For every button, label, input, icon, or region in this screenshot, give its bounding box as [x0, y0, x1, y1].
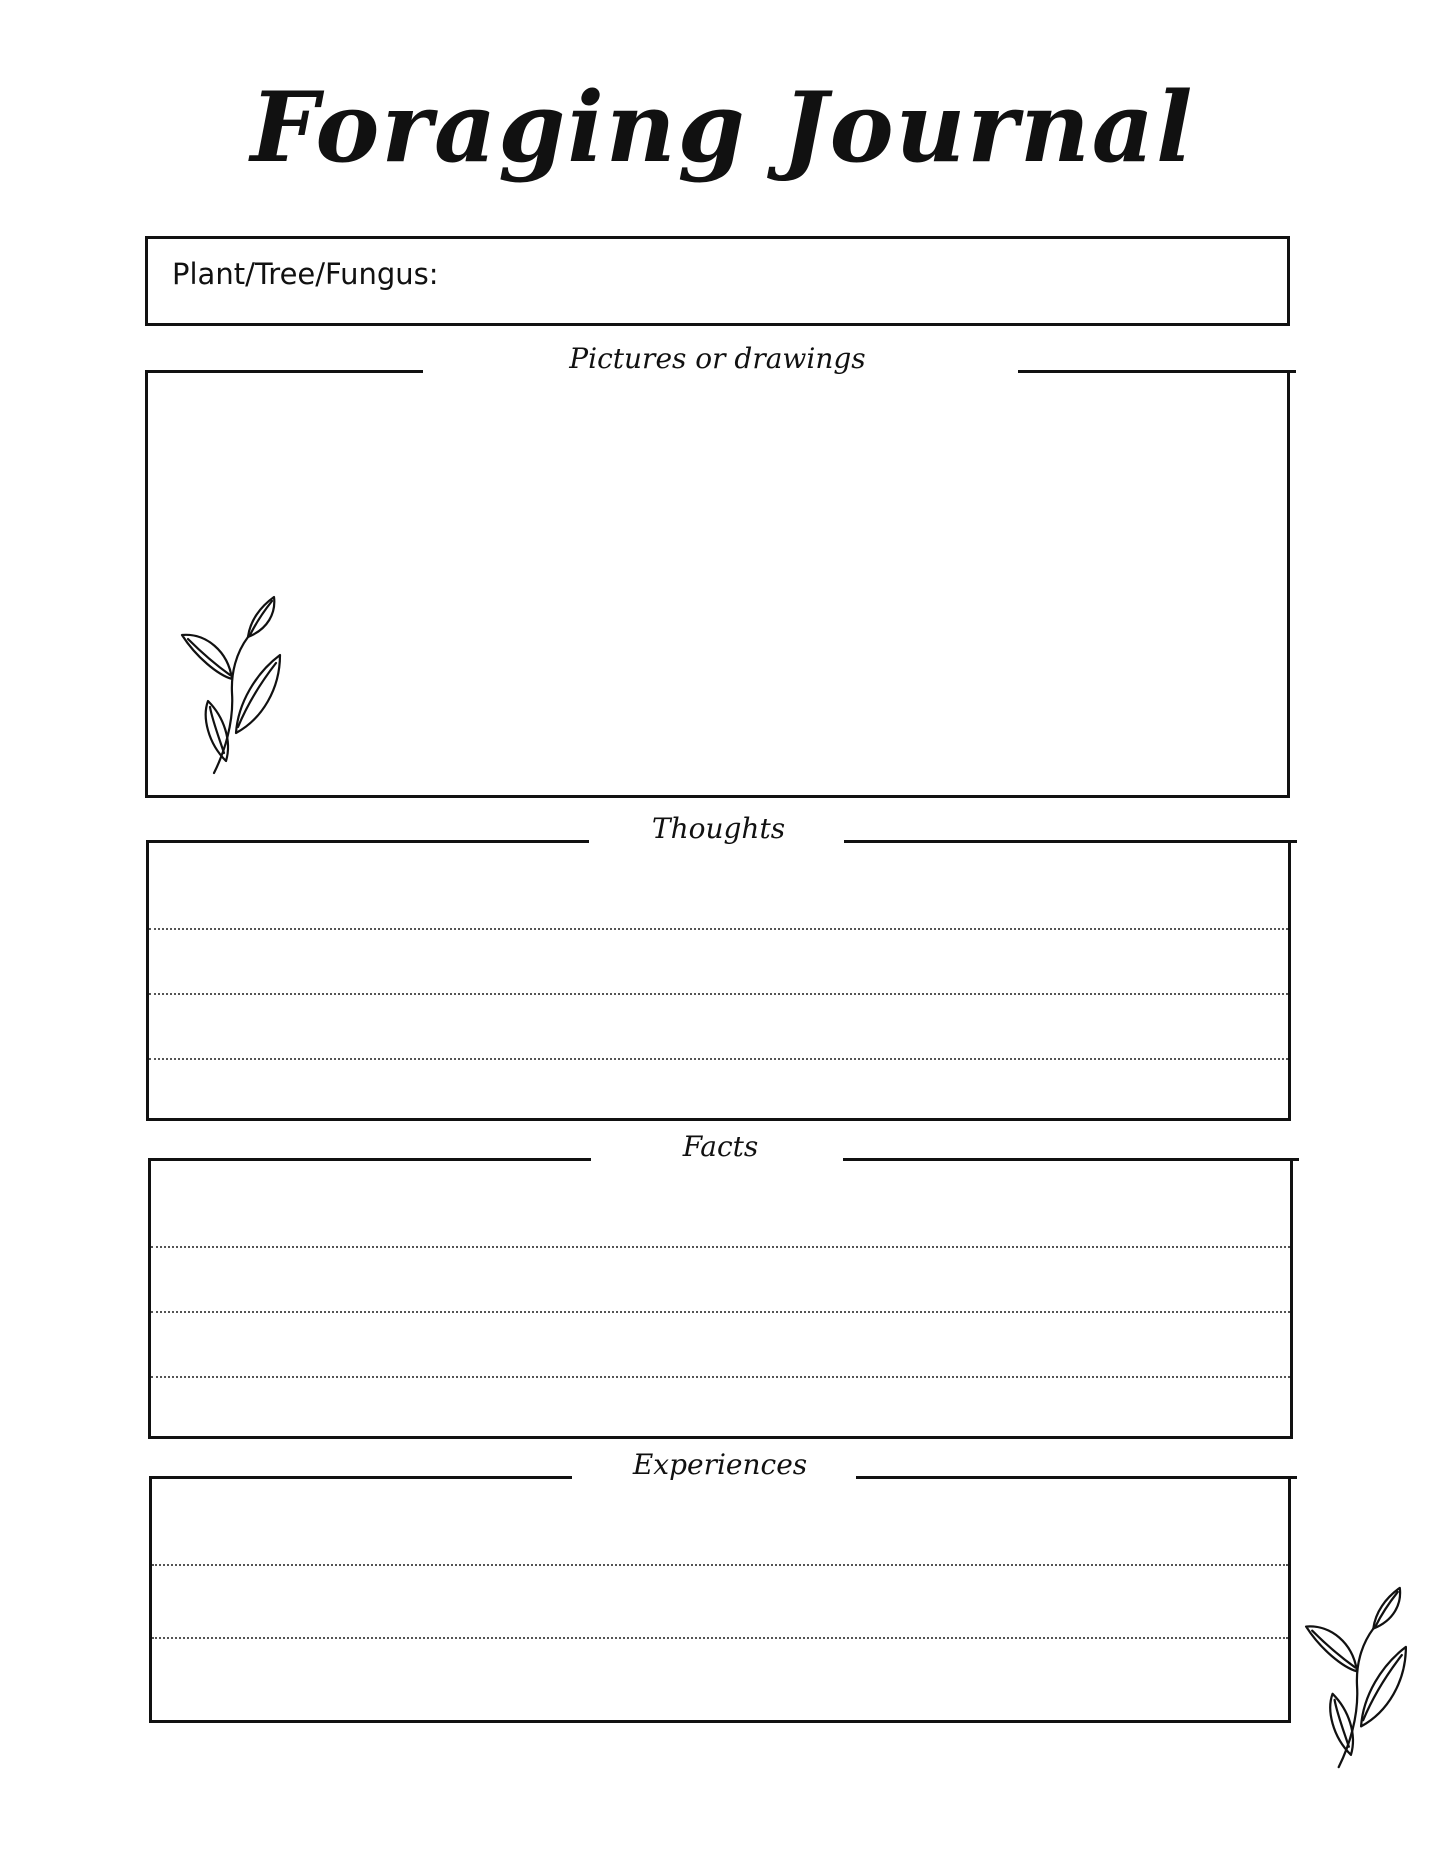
experiences-section[interactable] [149, 1448, 1291, 1723]
page-title: Foraging Journal [250, 71, 1195, 184]
pictures-section-title: Pictures or drawings [569, 342, 866, 375]
writing-line [151, 1311, 1290, 1313]
writing-line [149, 928, 1288, 930]
plant-name-field[interactable] [145, 236, 1290, 326]
facts-section[interactable] [148, 1130, 1293, 1439]
leaf-sprig-icon [1300, 1578, 1412, 1778]
thoughts-section-title: Thoughts [651, 812, 786, 845]
pictures-section[interactable] [145, 342, 1290, 798]
writing-line [149, 1058, 1288, 1060]
plant-name-label: Plant/Tree/Fungus: [172, 257, 439, 291]
experiences-section-title: Experiences [632, 1448, 808, 1481]
leaf-sprig-icon [176, 593, 286, 778]
facts-section-title: Facts [682, 1130, 759, 1163]
writing-line [149, 993, 1288, 995]
writing-line [151, 1376, 1290, 1378]
writing-line [152, 1564, 1288, 1566]
writing-line [152, 1637, 1288, 1639]
thoughts-section[interactable] [146, 812, 1291, 1121]
writing-line [151, 1246, 1290, 1248]
